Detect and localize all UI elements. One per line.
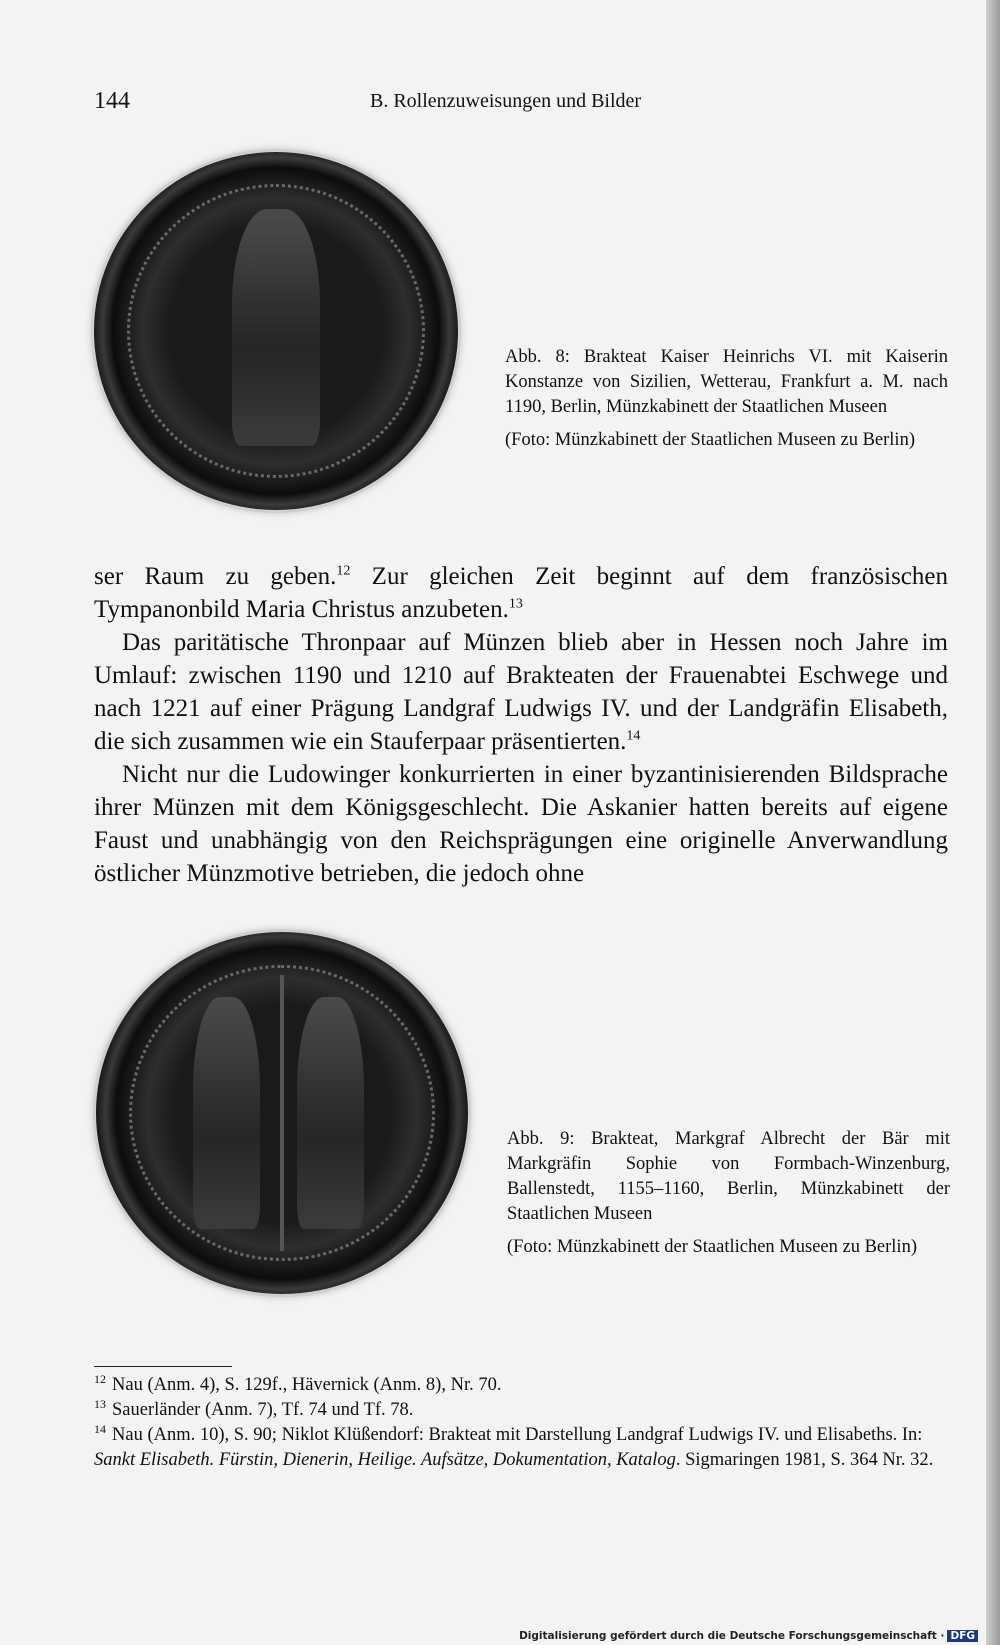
footnote-ref: 12 [336, 563, 351, 579]
footnote-italic-title: Sankt Elisabeth. Fürstin, Dienerin, Heilige. Aufsätze, Dokumentation, Katalog [94, 1450, 676, 1470]
footnote-ref: 14 [626, 728, 641, 744]
body-text [94, 560, 948, 890]
coin-figure [232, 209, 319, 445]
footnote-text: Sauerländer (Anm. 7), Tf. 74 und Tf. 78. [112, 1400, 414, 1420]
footnote-text: Nau (Anm. 4), S. 129f., Hävernick (Anm. 8), Nr. 70. [112, 1375, 502, 1395]
coin-image-abb-9 [96, 932, 468, 1294]
paragraph: Nicht nur die Ludowinger konkurrierten in einer byzantinisierenden Bildsprache ihrer Münzen mit dem Königsgeschlecht. Die Askanier hatten bereits auf eigene Faust und unabhängig von den Reichsprägungen eine originelle Anverwandlung östlicher Münzmotive betrieben, die jedoch ohne [94, 761, 948, 887]
footnote-item [94, 1423, 952, 1473]
digitization-credit [519, 1630, 978, 1642]
credit-text: Digitalisierung gefördert durch die Deutsche Forschungsgemeinschaft · [519, 1630, 945, 1642]
coin-figure-right [297, 997, 364, 1229]
footnote-ref: 13 [508, 596, 523, 612]
figure-caption-abb-9 [507, 1127, 950, 1260]
footnote-text: Nau (Anm. 10), S. 90; Niklot Klüßendorf: Brakteat mit Darstellung Landgraf Ludwigs IV. und Elisabeths. In: [112, 1425, 923, 1445]
text-run: Zur gleichen Zeit beginnt auf dem französischen Tympanonbild Maria Christus anzubeten. [94, 563, 948, 623]
footnote-number: 14 [94, 1421, 106, 1436]
caption-text: Abb. 9: Brakteat, Markgraf Albrecht der Bär mit Markgräfin Sophie von Formbach-Winzenburg, Ballenstedt, 1155–1160, Berlin, Münzkabinett der Staatlichen Museen [507, 1129, 950, 1224]
footnote-item [94, 1373, 952, 1398]
coin-divider [280, 975, 284, 1250]
coin-image-abb-8 [94, 152, 458, 510]
footnote-number: 12 [94, 1371, 106, 1386]
text-run: ser Raum zu geben. [94, 563, 337, 590]
footnote-text: . Sigmaringen 1981, S. 364 Nr. 32. [675, 1450, 934, 1470]
paragraph [94, 560, 948, 626]
page-number: 144 [94, 88, 130, 114]
footnote-rule [94, 1366, 232, 1367]
running-title: B. Rollenzuweisungen und Bilder [370, 90, 642, 112]
footnote-item [94, 1398, 952, 1423]
footnote-number: 13 [94, 1396, 106, 1411]
text-run: Das paritätische Thronpaar auf Münzen blieb aber in Hessen noch Jahre im Umlauf: zwischen 1190 und 1210 auf Brakteaten der Frauenabtei Eschwege und nach 1221 auf einer Prägung Landgraf Ludwigs IV. und der Landgräfin Elisabeth, die sich zusammen wie ein Stauferpaar präsentierten. [94, 629, 948, 755]
caption-credit: (Foto: Münzkabinett der Staatlichen Museen zu Berlin) [505, 430, 915, 450]
footnotes [94, 1366, 952, 1473]
caption-credit: (Foto: Münzkabinett der Staatlichen Museen zu Berlin) [507, 1237, 917, 1257]
paragraph [94, 626, 948, 758]
caption-text: Abb. 8: Brakteat Kaiser Heinrichs VI. mit Kaiserin Konstanze von Sizilien, Wetterau, Frankfurt a. M. nach 1190, Berlin, Münzkabinett der Staatlichen Museen [505, 347, 948, 417]
figure-caption-abb-8 [505, 345, 948, 453]
coin-figure-left [193, 997, 260, 1229]
page-edge-shadow [986, 0, 1000, 1645]
dfg-logo: DFG [947, 1630, 978, 1642]
